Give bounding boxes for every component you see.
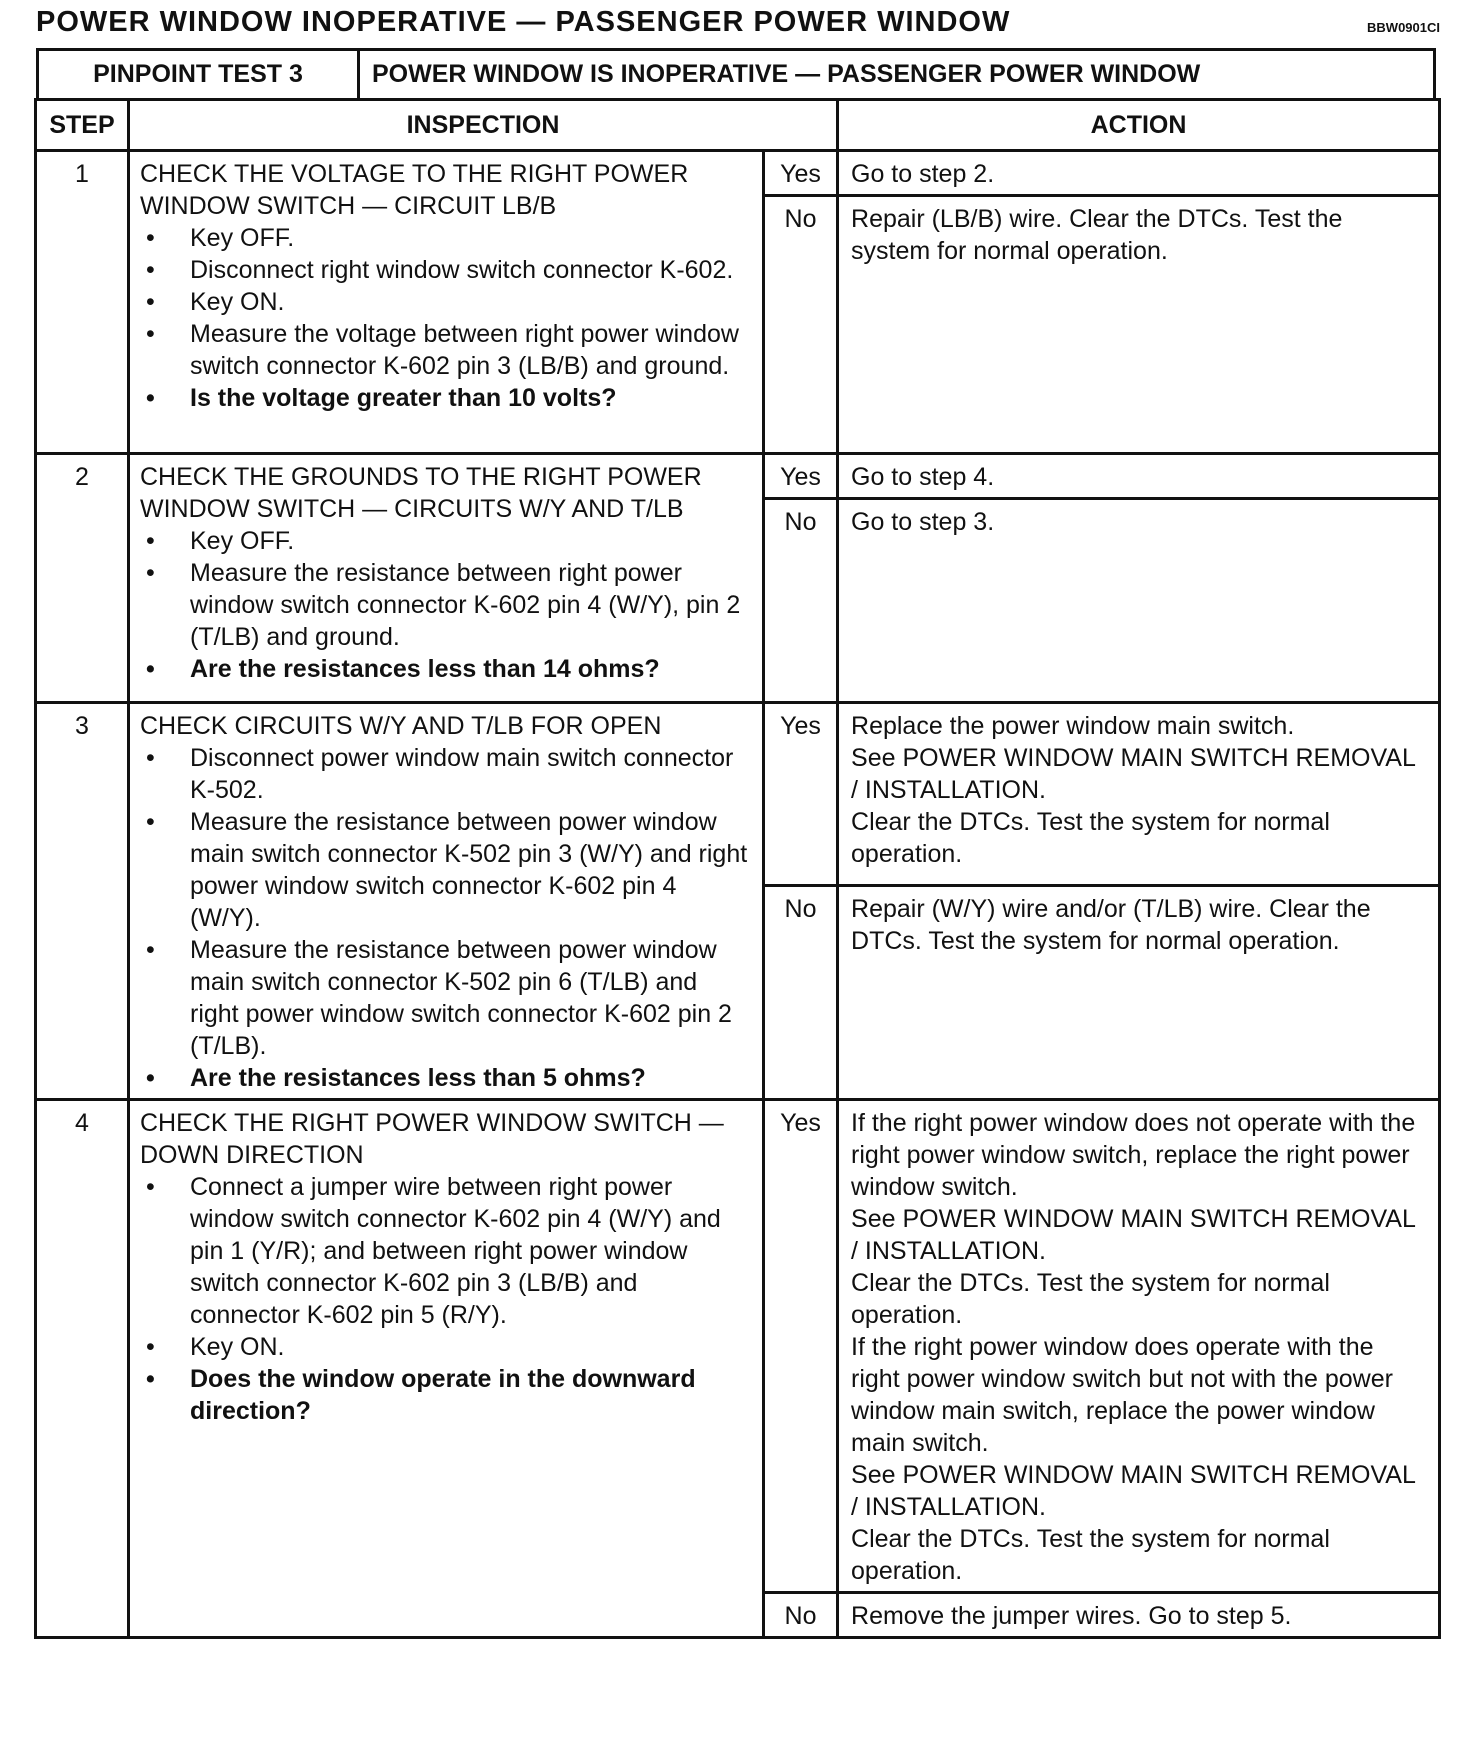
step-question: • Are the resistances less than 5 ohms? (140, 1062, 752, 1094)
steps-body (36, 151, 1440, 1638)
yes-label: Yes (764, 151, 838, 196)
step-bullet: • Disconnect right window switch connector K-602. (140, 254, 752, 286)
step-bullet: • Measure the resistance between right power window switch connector K-602 pin 4 (W/Y), pin 2 (T/LB) and ground. (140, 557, 752, 653)
action-line: Clear the DTCs. Test the system for normal operation. (851, 1269, 1330, 1329)
yes-action (838, 1100, 1440, 1593)
action-line: See POWER WINDOW MAIN SWITCH REMOVAL / INSTALLATION. (851, 1205, 1415, 1265)
column-header-action: ACTION (838, 100, 1440, 151)
action-line: If the right power window does operate with the right power window switch but not with the power window main switch, replace the power window main switch. (851, 1333, 1393, 1457)
step-bullet: • Key OFF. (140, 222, 752, 254)
step-number: 2 (36, 454, 129, 703)
step-bullet: • Measure the resistance between power window main switch connector K-502 pin 3 (W/Y) and right power window switch connector K-602 pin 4 (W/Y). (140, 806, 752, 934)
action-line: Replace the power window main switch. (851, 712, 1295, 740)
step-row-yes (36, 151, 1440, 196)
action-line: Clear the DTCs. Test the system for normal operation. (851, 808, 1330, 868)
step-bullet-list (140, 525, 752, 685)
step-bullet: • Measure the resistance between power window main switch connector K-502 pin 6 (T/LB) and right power window switch connector K-602 pin 2 (T/LB). (140, 934, 752, 1062)
step-question: • Are the resistances less than 14 ohms? (140, 653, 752, 685)
action-line: If the right power window does not operate with the right power window switch, replace the right power window switch. (851, 1109, 1416, 1201)
no-label: No (764, 1593, 838, 1638)
action-line: See POWER WINDOW MAIN SWITCH REMOVAL / INSTALLATION. (851, 744, 1415, 804)
step-number: 1 (36, 151, 129, 454)
yes-label: Yes (764, 454, 838, 499)
step-bullet: • Connect a jumper wire between right power window switch connector K-602 pin 4 (W/Y) and pin 1 (Y/R); and between right power window switch connector K-602 pin 3 (LB/B) and connector K-602 pin 5 (R/Y). (140, 1171, 752, 1331)
no-action (838, 1593, 1440, 1638)
action-line: Go to step 4. (851, 463, 995, 491)
no-action (838, 196, 1440, 454)
step-inspection (129, 1100, 764, 1638)
column-header-step: STEP (36, 100, 129, 151)
column-header-inspection: INSPECTION (129, 100, 838, 151)
action-line: Go to step 2. (851, 160, 995, 188)
step-bullet-list (140, 1171, 752, 1427)
step-row-yes (36, 454, 1440, 499)
no-action (838, 499, 1440, 703)
step-number: 4 (36, 1100, 129, 1638)
yes-action (838, 151, 1440, 196)
yes-label: Yes (764, 703, 838, 886)
yes-action (838, 703, 1440, 886)
pinpoint-description: POWER WINDOW IS INOPERATIVE — PASSENGER POWER WINDOW (372, 60, 1201, 88)
step-bullet: • Key ON. (140, 286, 752, 318)
action-line: Clear the DTCs. Test the system for normal operation. (851, 1525, 1330, 1585)
step-bullet-list (140, 222, 752, 414)
step-heading: CHECK THE RIGHT POWER WINDOW SWITCH — DOWN DIRECTION (140, 1109, 724, 1169)
yes-action (838, 454, 1440, 499)
pinpoint-label: PINPOINT TEST 3 (39, 51, 360, 98)
step-question: • Does the window operate in the downward direction? (140, 1363, 752, 1427)
step-heading: CHECK CIRCUITS W/Y AND T/LB FOR OPEN (140, 712, 662, 740)
action-line: Repair (W/Y) wire and/or (T/LB) wire. Clear the DTCs. Test the system for normal operation. (851, 895, 1371, 956)
step-bullet: • Measure the voltage between right power window switch connector K-602 pin 3 (LB/B) and ground. (140, 318, 752, 382)
yes-label: Yes (764, 1100, 838, 1593)
table-header-row (36, 100, 1440, 151)
step-inspection (129, 703, 764, 1100)
step-row-yes (36, 703, 1440, 886)
no-label: No (764, 886, 838, 1100)
action-line: Repair (LB/B) wire. Clear the DTCs. Test the system for normal operation. (851, 205, 1343, 265)
document-code: BBW0901CI (1367, 20, 1440, 35)
pinpoint-header (36, 48, 1436, 98)
step-number: 3 (36, 703, 129, 1100)
no-label: No (764, 196, 838, 454)
step-inspection (129, 454, 764, 703)
step-bullet-list (140, 742, 752, 1094)
step-inspection (129, 151, 764, 454)
step-row-yes (36, 1100, 1440, 1593)
step-heading: CHECK THE VOLTAGE TO THE RIGHT POWER WINDOW SWITCH — CIRCUIT LB/B (140, 160, 689, 220)
step-bullet: • Key ON. (140, 1331, 752, 1363)
step-question: • Is the voltage greater than 10 volts? (140, 382, 752, 414)
step-heading: CHECK THE GROUNDS TO THE RIGHT POWER WINDOW SWITCH — CIRCUITS W/Y AND T/LB (140, 463, 702, 523)
step-bullet: • Key OFF. (140, 525, 752, 557)
no-action (838, 886, 1440, 1100)
page-title: POWER WINDOW INOPERATIVE — PASSENGER POWER WINDOW (36, 6, 1011, 38)
action-line: See POWER WINDOW MAIN SWITCH REMOVAL / INSTALLATION. (851, 1461, 1415, 1521)
action-line: Go to step 3. (851, 508, 995, 536)
step-bullet: • Disconnect power window main switch connector K-502. (140, 742, 752, 806)
action-line: Remove the jumper wires. Go to step 5. (851, 1602, 1292, 1630)
pinpoint-test-table (34, 98, 1441, 1639)
no-label: No (764, 499, 838, 703)
